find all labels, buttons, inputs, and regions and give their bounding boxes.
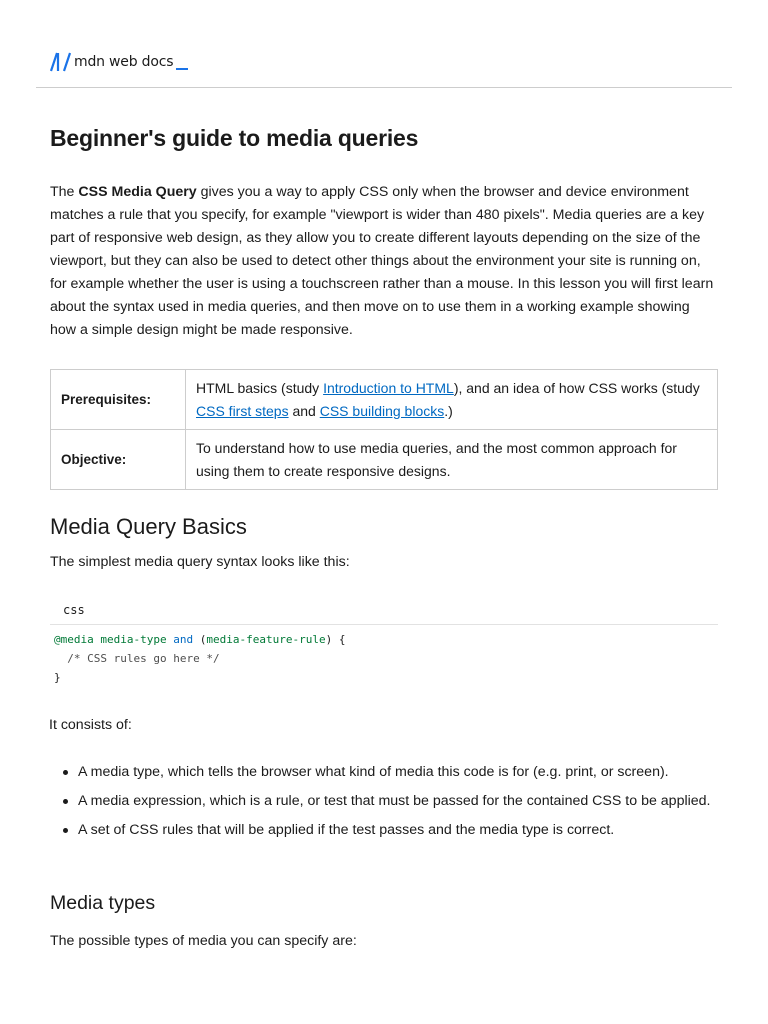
consists-of-text: It consists of: <box>49 717 132 733</box>
list-item: A set of CSS rules that will be applied if the test passes and the media type is correct. <box>50 818 718 842</box>
code-comment: /* CSS rules go here */ <box>67 652 220 665</box>
code-end: } <box>54 671 61 684</box>
basics-lead: The simplest media query syntax looks like this: <box>50 554 350 570</box>
link-css-building-blocks[interactable]: CSS building blocks <box>319 402 445 419</box>
logo-cursor <box>176 68 188 70</box>
objective-text: To understand how to use media queries, and the most common approach for using them to create responsive designs. <box>186 430 718 490</box>
prerequisites-label: Prerequisites: <box>51 370 186 430</box>
prereq-text-3: and <box>288 402 320 419</box>
learning-meta-table <box>50 369 718 490</box>
media-types-heading: Media types <box>50 892 156 914</box>
prerequisites-row <box>51 370 718 430</box>
prerequisites-text <box>186 370 718 430</box>
link-css-first-steps[interactable]: CSS first steps <box>196 402 289 419</box>
intro-paragraph <box>50 181 718 342</box>
prereq-text-4: .) <box>444 402 453 419</box>
link-introduction-to-html[interactable]: Introduction to HTML <box>323 379 454 396</box>
site-header <box>0 0 768 88</box>
code-open-paren: ( <box>199 633 207 646</box>
code-close: ) { <box>325 633 346 646</box>
list-item: A media expression, which is a rule, or test that must be passed for the contained CSS to be applied. <box>50 789 718 813</box>
mdn-logo[interactable] <box>50 51 188 73</box>
code-example[interactable] <box>50 596 718 687</box>
intro-post: gives you a way to apply CSS only when the browser and device environment matches a rule that you specify, for example "viewport is wider than 480 pixels". Media queries are a key part of responsive web design, as they allow you to create different layouts depending on the size of the viewport, but they can also be used to detect other things about the environment your site is running on, for example whether the user is using a touchscreen rather than a mouse. In this lesson you will first learn about the syntax used in media queries, and then move on to use them in a working example showing how a simple design might be made responsive. <box>50 184 714 338</box>
code-and: and <box>173 633 194 646</box>
prereq-text-1: HTML basics (study <box>196 379 324 396</box>
code-media-type: media-type <box>100 633 167 646</box>
intro-bold: CSS Media Query <box>78 184 197 200</box>
intro-pre: The <box>50 184 79 200</box>
components-list <box>50 760 718 847</box>
logo-text: mdn web docs <box>74 54 174 70</box>
mdn-logo-icon <box>50 52 72 72</box>
media-types-lead: The possible types of media you can specify are: <box>50 933 357 949</box>
objective-label: Objective: <box>51 430 186 490</box>
page-title: Beginner's guide to media queries <box>50 125 419 151</box>
objective-row <box>51 430 718 490</box>
code-at-rule: @media <box>54 633 94 646</box>
list-item: A media type, which tells the browser what kind of media this code is for (e.g. print, or screen). <box>50 760 718 784</box>
code-feature: media-feature-rule <box>206 633 326 646</box>
media-query-basics-heading: Media Query Basics <box>50 514 247 539</box>
code-language-label: css <box>63 603 85 617</box>
header-divider <box>36 87 732 88</box>
prereq-text-2: ), and an idea of how CSS works (study <box>453 379 700 396</box>
code-content[interactable] <box>50 625 718 687</box>
